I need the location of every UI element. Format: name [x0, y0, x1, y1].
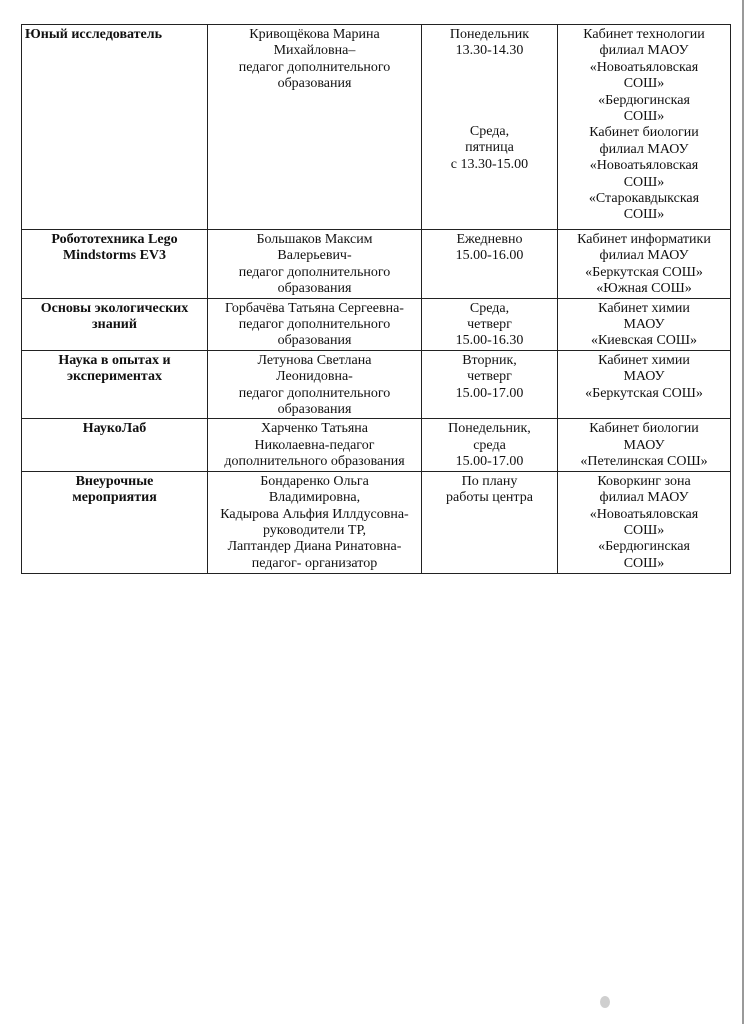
location-cell: Коворкинг зона филиал МАОУ «Новоатьяловская СОШ» «Бердюгинская СОШ» [558, 471, 731, 573]
table-row [22, 471, 731, 573]
program-name: Юный исследователь [22, 25, 208, 230]
program-name: Основы экологических знаний [22, 298, 208, 350]
teacher-cell: Летунова Светлана Леонидовна- педагог дополнительного образования [208, 350, 422, 419]
scan-speck [600, 996, 610, 1008]
schedule-table [21, 24, 731, 574]
teacher-cell: Бондаренко Ольга Владимировна, Кадырова Альфия Иллдусовна- руководители ТР, Лаптандер Диана Ринатовна- педагог- организатор [208, 471, 422, 573]
schedule-cell [422, 25, 558, 230]
location-cell: Кабинет биологии МАОУ «Петелинская СОШ» [558, 419, 731, 471]
schedule-table-container [21, 24, 730, 574]
location-cell: Кабинет химии МАОУ «Беркутская СОШ» [558, 350, 731, 419]
schedule-cell: Ежедневно 15.00-16.00 [422, 230, 558, 299]
location-cell: Кабинет информатики филиал МАОУ «Беркутская СОШ» «Южная СОШ» [558, 230, 731, 299]
schedule-cell: Среда, четверг 15.00-16.30 [422, 298, 558, 350]
table-row [22, 298, 731, 350]
program-name: Наука в опытах и экспериментах [22, 350, 208, 419]
program-name: Робототехника Lego Mindstorms EV3 [22, 230, 208, 299]
location-entry: Кабинет биологии филиал МАОУ «Новоатьяловская СОШ» «Старокавдыкская СОШ» [588, 125, 700, 223]
schedule-cell: Вторник, четверг 15.00-17.00 [422, 350, 558, 419]
schedule-cell: Понедельник, среда 15.00-17.00 [422, 419, 558, 471]
schedule-entry: Понедельник 13.30-14.30 [449, 27, 530, 59]
teacher-cell: Харченко Татьяна Николаевна-педагог дополнительного образования [208, 419, 422, 471]
teacher-cell: Кривощёкова Марина Михайловна– педагог дополнительного образования [208, 25, 422, 230]
table-row [22, 350, 731, 419]
schedule-cell: По плану работы центра [422, 471, 558, 573]
program-name: НаукоЛаб [22, 419, 208, 471]
teacher-cell: Горбачёва Татьяна Сергеевна- педагог дополнительного образования [208, 298, 422, 350]
location-cell [558, 25, 731, 230]
scan-edge [742, 0, 744, 1024]
program-name: Внеурочные мероприятия [22, 471, 208, 573]
schedule-entry: Среда, пятница с 13.30-15.00 [450, 123, 529, 172]
table-row [22, 25, 731, 230]
location-cell: Кабинет химии МАОУ «Киевская СОШ» [558, 298, 731, 350]
teacher-cell: Большаков Максим Валерьевич- педагог дополнительного образования [208, 230, 422, 299]
table-row [22, 230, 731, 299]
table-row [22, 419, 731, 471]
location-entry: Кабинет технологии филиал МАОУ «Новоатьяловская СОШ» «Бердюгинская СОШ» [583, 27, 705, 125]
